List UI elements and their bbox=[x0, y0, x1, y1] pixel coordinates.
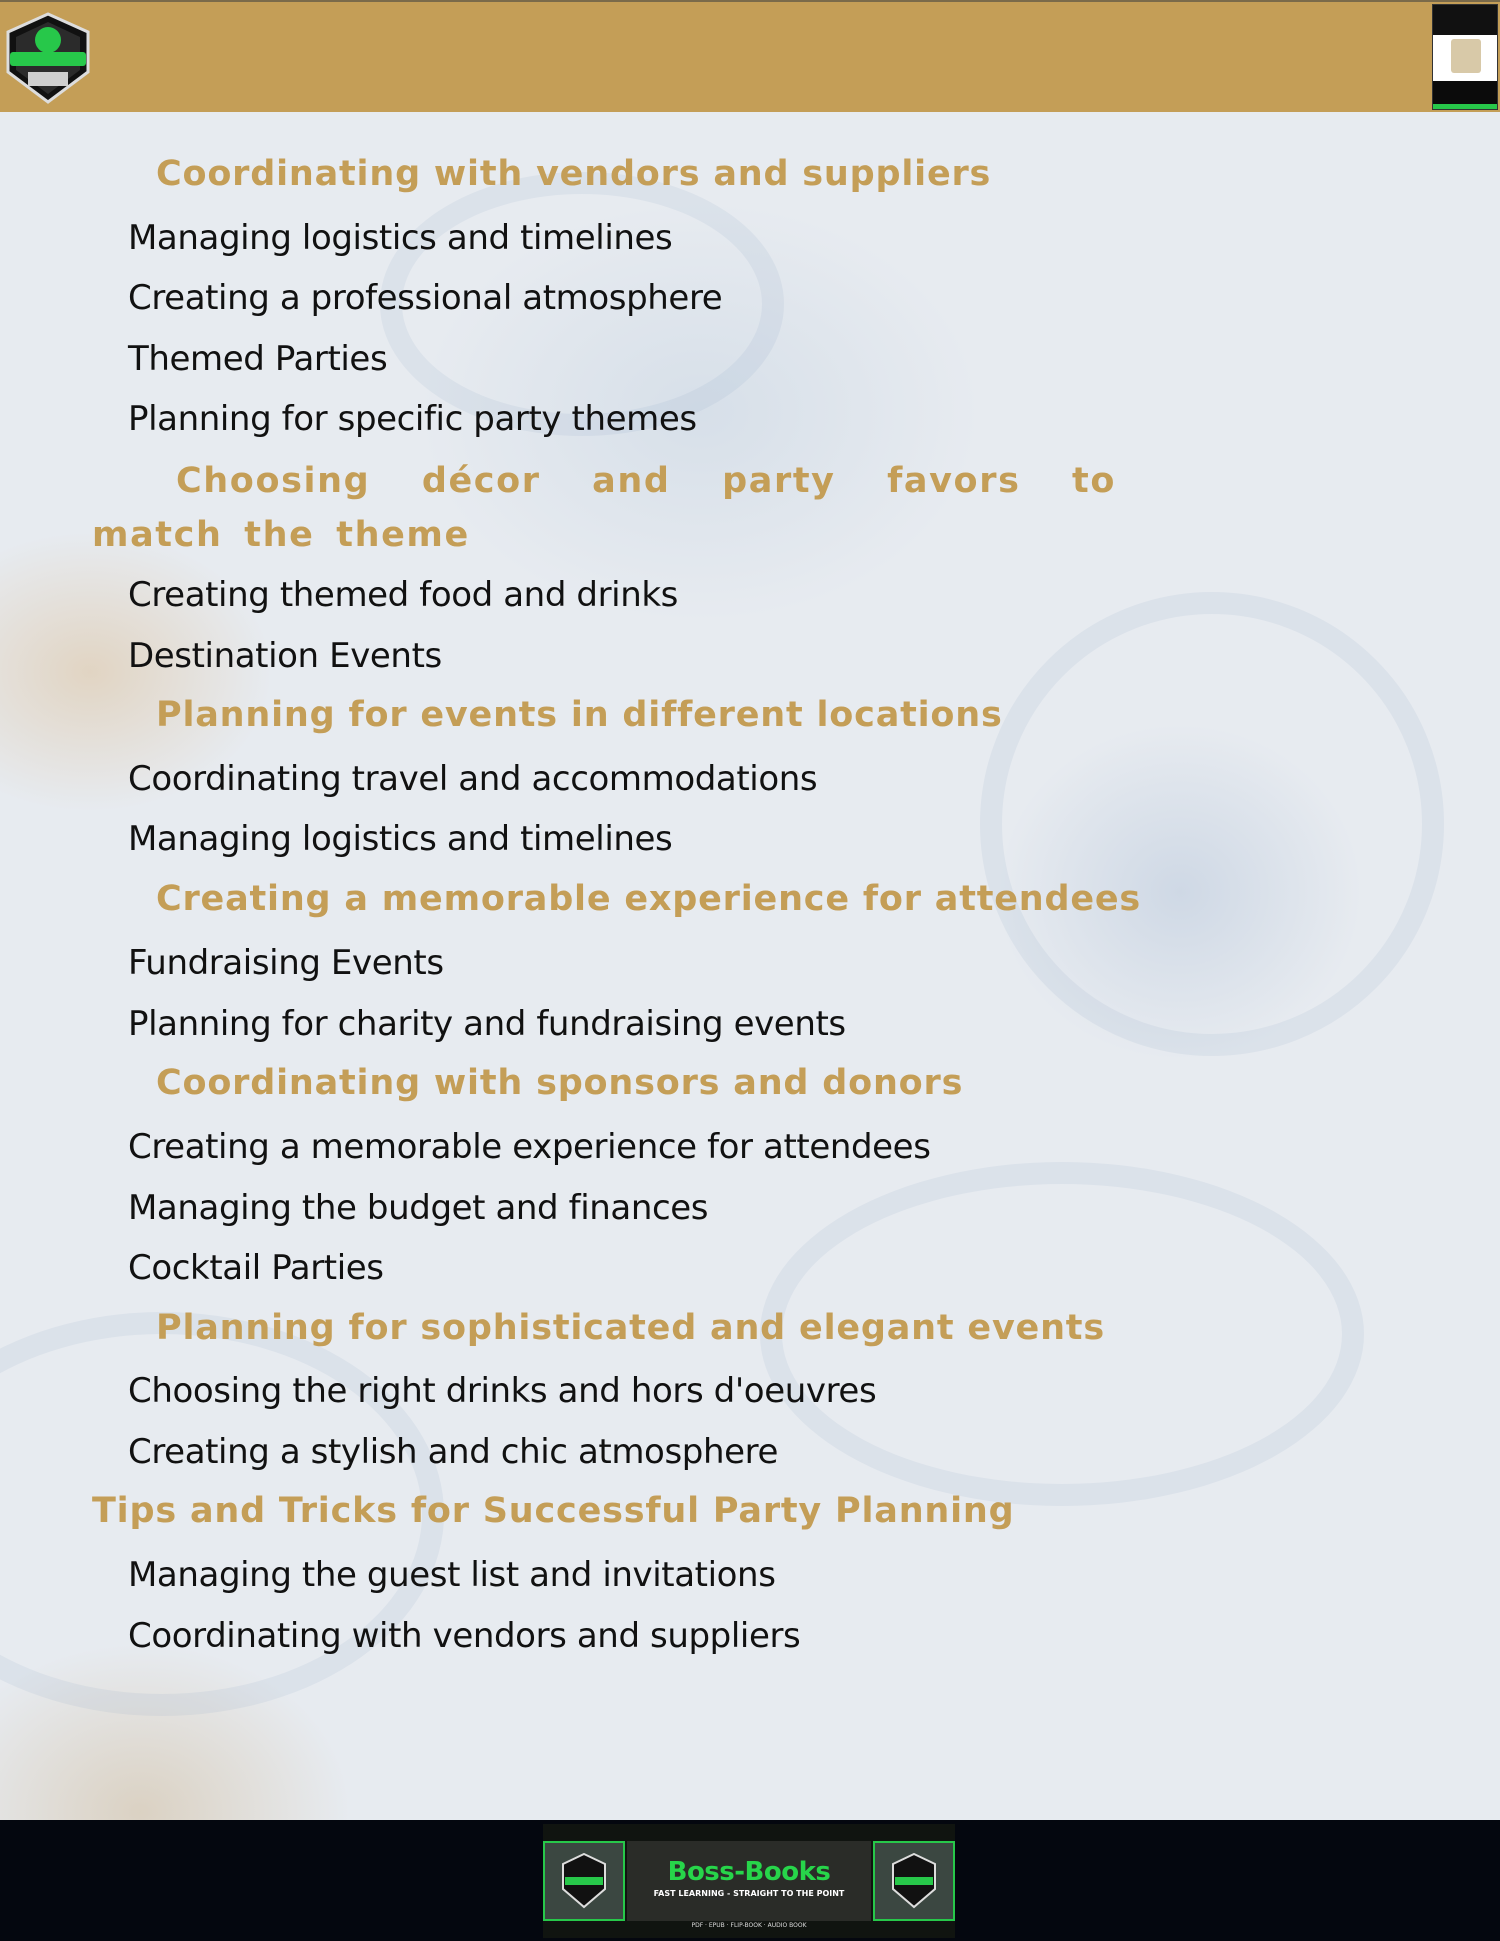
banner-title: Boss-Books bbox=[667, 1857, 831, 1887]
outline-item: Planning for specific party themes bbox=[128, 399, 697, 439]
banner-center bbox=[627, 1841, 871, 1921]
boss-books-banner[interactable] bbox=[543, 1824, 955, 1938]
outline-item: Creating themed food and drinks bbox=[128, 575, 678, 615]
outline-heading: Planning for events in different locations bbox=[156, 695, 1003, 735]
outline-heading: Creating a memorable experience for attendees bbox=[156, 879, 1142, 919]
outline-heading: Coordinating with vendors and suppliers bbox=[156, 154, 992, 194]
gmp-university-logo bbox=[4, 12, 92, 104]
outline-heading: Coordinating with sponsors and donors bbox=[156, 1063, 964, 1103]
page-footer bbox=[0, 1820, 1500, 1941]
gmp-shield-icon bbox=[891, 1853, 937, 1909]
outline-item: Creating a memorable experience for attendees bbox=[128, 1127, 931, 1167]
thumbnail-photo bbox=[1451, 39, 1481, 73]
outline-item: Destination Events bbox=[128, 636, 442, 676]
thumbnail-title-band bbox=[1433, 5, 1497, 35]
gmp-shield-icon bbox=[561, 1853, 607, 1909]
banner-top-strip bbox=[543, 1825, 955, 1837]
outline-item: Creating a professional atmosphere bbox=[128, 278, 723, 318]
banner-slogan: FAST LEARNING - STRAIGHT TO THE POINT bbox=[653, 1889, 845, 1898]
outline-item: Creating a stylish and chic atmosphere bbox=[128, 1432, 778, 1472]
outline-item: Managing the guest list and invitations bbox=[128, 1555, 776, 1595]
outline-item: Coordinating with vendors and suppliers bbox=[128, 1616, 801, 1656]
outline-heading: Choosing décor and party favors to match the theme bbox=[92, 461, 1116, 555]
banner-right-badge bbox=[873, 1841, 955, 1921]
outline-item: Themed Parties bbox=[128, 339, 388, 379]
outline-item: Managing logistics and timelines bbox=[128, 218, 673, 258]
outline-item: Choosing the right drinks and hors d'oeuvres bbox=[128, 1371, 877, 1411]
outline-item: Cocktail Parties bbox=[128, 1248, 384, 1288]
outline-heading: Planning for sophisticated and elegant events bbox=[156, 1308, 1105, 1348]
outline-item: Managing logistics and timelines bbox=[128, 819, 673, 859]
outline-item: Planning for charity and fundraising events bbox=[128, 1004, 846, 1044]
banner-left-badge bbox=[543, 1841, 625, 1921]
outline-heading: Tips and Tricks for Successful Party Planning bbox=[92, 1491, 1015, 1531]
page-header bbox=[0, 0, 1500, 112]
thumbnail-green-strip bbox=[1433, 104, 1497, 109]
outline-item: Managing the budget and finances bbox=[128, 1188, 709, 1228]
book-cover-thumbnail[interactable] bbox=[1432, 4, 1498, 110]
outline-item: Fundraising Events bbox=[128, 943, 444, 983]
banner-formats: PDF · EPUB · FLIP-BOOK · AUDIO BOOK bbox=[691, 1922, 807, 1929]
outline-item: Coordinating travel and accommodations bbox=[128, 759, 818, 799]
